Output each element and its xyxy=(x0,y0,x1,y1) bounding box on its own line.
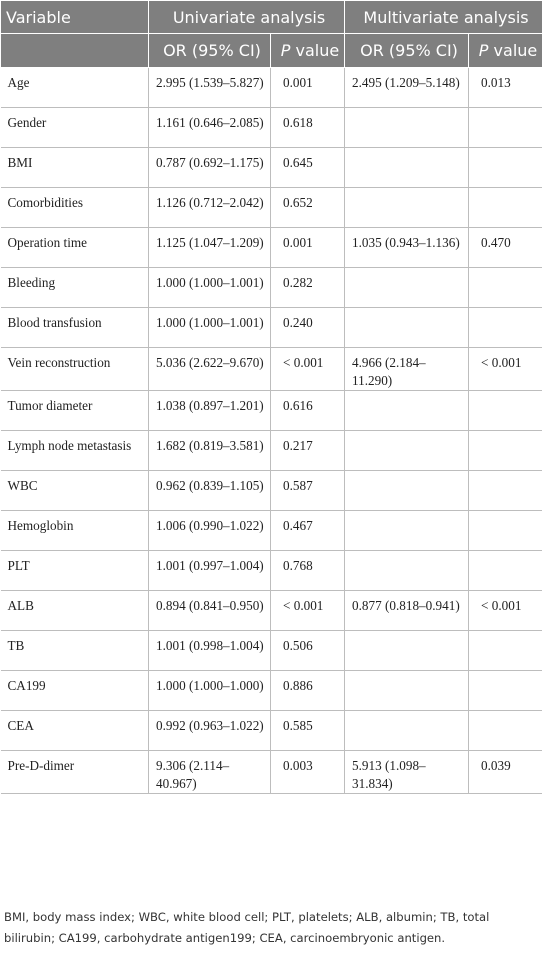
multivariate-p-cell xyxy=(469,511,542,551)
univariate-p-cell: 0.240 xyxy=(271,308,345,348)
univariate-p-cell: 0.886 xyxy=(271,671,345,711)
multivariate-or-cell xyxy=(345,711,469,751)
multivariate-p-cell: < 0.001 xyxy=(469,348,542,391)
table-row xyxy=(1,431,542,471)
multivariate-or-cell xyxy=(345,671,469,711)
univariate-or-cell: 0.787 (0.692–1.175) xyxy=(149,148,271,188)
multivariate-or-cell xyxy=(345,511,469,551)
univariate-or-cell: 0.894 (0.841–0.950) xyxy=(149,591,271,631)
multivariate-p-cell: 0.013 xyxy=(469,68,542,108)
multivariate-p-cell xyxy=(469,391,542,431)
table-row xyxy=(1,148,542,188)
variable-cell: WBC xyxy=(1,471,149,511)
univariate-p-cell: 0.003 xyxy=(271,751,345,794)
uni-p-header xyxy=(271,34,345,68)
table-row xyxy=(1,228,542,268)
multivariate-p-cell xyxy=(469,671,542,711)
multivariate-p-cell xyxy=(469,431,542,471)
univariate-or-cell: 1.001 (0.998–1.004) xyxy=(149,631,271,671)
variable-cell: Blood transfusion xyxy=(1,308,149,348)
table-row xyxy=(1,268,542,308)
variable-cell: BMI xyxy=(1,148,149,188)
univariate-p-cell: 0.618 xyxy=(271,108,345,148)
table-row xyxy=(1,391,542,431)
univariate-p-cell: < 0.001 xyxy=(271,348,345,391)
table-row xyxy=(1,68,542,108)
multivariate-p-cell xyxy=(469,268,542,308)
variable-cell: Operation time xyxy=(1,228,149,268)
univariate-header: Univariate analysis xyxy=(149,1,345,34)
univariate-p-cell: 0.585 xyxy=(271,711,345,751)
univariate-or-cell: 2.995 (1.539–5.827) xyxy=(149,68,271,108)
univariate-p-cell: < 0.001 xyxy=(271,591,345,631)
multivariate-p-cell xyxy=(469,188,542,228)
table-row xyxy=(1,511,542,551)
variable-cell: Lymph node metastasis xyxy=(1,431,149,471)
univariate-or-cell: 0.962 (0.839–1.105) xyxy=(149,471,271,511)
variable-cell: CA199 xyxy=(1,671,149,711)
multivariate-p-cell xyxy=(469,711,542,751)
variable-cell: Bleeding xyxy=(1,268,149,308)
univariate-or-cell: 1.000 (1.000–1.000) xyxy=(149,671,271,711)
variable-cell: ALB xyxy=(1,591,149,631)
multivariate-p-cell xyxy=(469,148,542,188)
variable-cell: Age xyxy=(1,68,149,108)
empty-header-cell xyxy=(1,34,149,68)
uni-or-header: OR (95% CI) xyxy=(149,34,271,68)
univariate-or-cell: 1.000 (1.000–1.001) xyxy=(149,308,271,348)
p-symbol: P xyxy=(280,41,291,60)
p-symbol: P xyxy=(478,41,489,60)
table-row xyxy=(1,188,542,228)
table-row xyxy=(1,751,542,794)
multivariate-or-cell: 2.495 (1.209–5.148) xyxy=(345,68,469,108)
multivariate-or-cell xyxy=(345,108,469,148)
univariate-p-cell: 0.001 xyxy=(271,228,345,268)
variable-header: Variable xyxy=(1,1,149,34)
univariate-or-cell: 9.306 (2.114–40.967) xyxy=(149,751,271,794)
multivariate-or-cell xyxy=(345,431,469,471)
multivariate-p-cell xyxy=(469,308,542,348)
univariate-p-cell: 0.652 xyxy=(271,188,345,228)
table-row xyxy=(1,471,542,511)
univariate-or-cell: 1.682 (0.819–3.581) xyxy=(149,431,271,471)
multivariate-or-cell xyxy=(345,188,469,228)
multivariate-or-cell xyxy=(345,148,469,188)
table-body xyxy=(1,68,542,794)
multi-or-header: OR (95% CI) xyxy=(345,34,469,68)
table-row xyxy=(1,108,542,148)
univariate-or-cell: 0.992 (0.963–1.022) xyxy=(149,711,271,751)
variable-cell: Comorbidities xyxy=(1,188,149,228)
univariate-p-cell: 0.506 xyxy=(271,631,345,671)
p-value-suffix: value xyxy=(488,41,538,60)
variable-cell: Vein reconstruction xyxy=(1,348,149,391)
univariate-or-cell: 1.006 (0.990–1.022) xyxy=(149,511,271,551)
multi-p-header xyxy=(469,34,542,68)
variable-cell: TB xyxy=(1,631,149,671)
multivariate-or-cell xyxy=(345,551,469,591)
multivariate-p-cell: < 0.001 xyxy=(469,591,542,631)
table-row xyxy=(1,711,542,751)
multivariate-p-cell: 0.039 xyxy=(469,751,542,794)
multivariate-or-cell: 0.877 (0.818–0.941) xyxy=(345,591,469,631)
multivariate-p-cell xyxy=(469,471,542,511)
multivariate-or-cell: 4.966 (2.184–11.290) xyxy=(345,348,469,391)
univariate-or-cell: 1.038 (0.897–1.201) xyxy=(149,391,271,431)
univariate-or-cell: 1.125 (1.047–1.209) xyxy=(149,228,271,268)
p-value-suffix: value xyxy=(290,41,340,60)
multivariate-or-cell xyxy=(345,631,469,671)
variable-cell: Pre-D-dimer xyxy=(1,751,149,794)
table-header xyxy=(1,1,542,68)
table-row xyxy=(1,591,542,631)
table-row xyxy=(1,631,542,671)
multivariate-or-cell: 1.035 (0.943–1.136) xyxy=(345,228,469,268)
univariate-p-cell: 0.217 xyxy=(271,431,345,471)
univariate-p-cell: 0.467 xyxy=(271,511,345,551)
univariate-p-cell: 0.587 xyxy=(271,471,345,511)
variable-cell: CEA xyxy=(1,711,149,751)
table-row xyxy=(1,348,542,391)
variable-cell: PLT xyxy=(1,551,149,591)
multivariate-p-cell xyxy=(469,551,542,591)
univariate-or-cell: 5.036 (2.622–9.670) xyxy=(149,348,271,391)
univariate-or-cell: 1.001 (0.997–1.004) xyxy=(149,551,271,591)
table-footnote: BMI, body mass index; WBC, white blood cell; PLT, platelets; ALB, albumin; TB, total bilirubin; CA199, carbohydrate antigen199; CEA, carcinoembryonic antigen. xyxy=(4,910,490,945)
variable-cell: Hemoglobin xyxy=(1,511,149,551)
univariate-or-cell: 1.000 (1.000–1.001) xyxy=(149,268,271,308)
univariate-or-cell: 1.126 (0.712–2.042) xyxy=(149,188,271,228)
univariate-p-cell: 0.001 xyxy=(271,68,345,108)
multivariate-header: Multivariate analysis xyxy=(345,1,542,34)
variable-cell: Tumor diameter xyxy=(1,391,149,431)
multivariate-p-cell: 0.470 xyxy=(469,228,542,268)
univariate-p-cell: 0.282 xyxy=(271,268,345,308)
variable-cell: Gender xyxy=(1,108,149,148)
table-row xyxy=(1,551,542,591)
multivariate-p-cell xyxy=(469,108,542,148)
univariate-p-cell: 0.616 xyxy=(271,391,345,431)
multivariate-or-cell xyxy=(345,268,469,308)
table-row xyxy=(1,671,542,711)
multivariate-or-cell xyxy=(345,391,469,431)
univariate-or-cell: 1.161 (0.646–2.085) xyxy=(149,108,271,148)
multivariate-or-cell: 5.913 (1.098–31.834) xyxy=(345,751,469,794)
univariate-p-cell: 0.645 xyxy=(271,148,345,188)
univariate-p-cell: 0.768 xyxy=(271,551,345,591)
table-row xyxy=(1,308,542,348)
multivariate-or-cell xyxy=(345,471,469,511)
multivariate-or-cell xyxy=(345,308,469,348)
multivariate-p-cell xyxy=(469,631,542,671)
